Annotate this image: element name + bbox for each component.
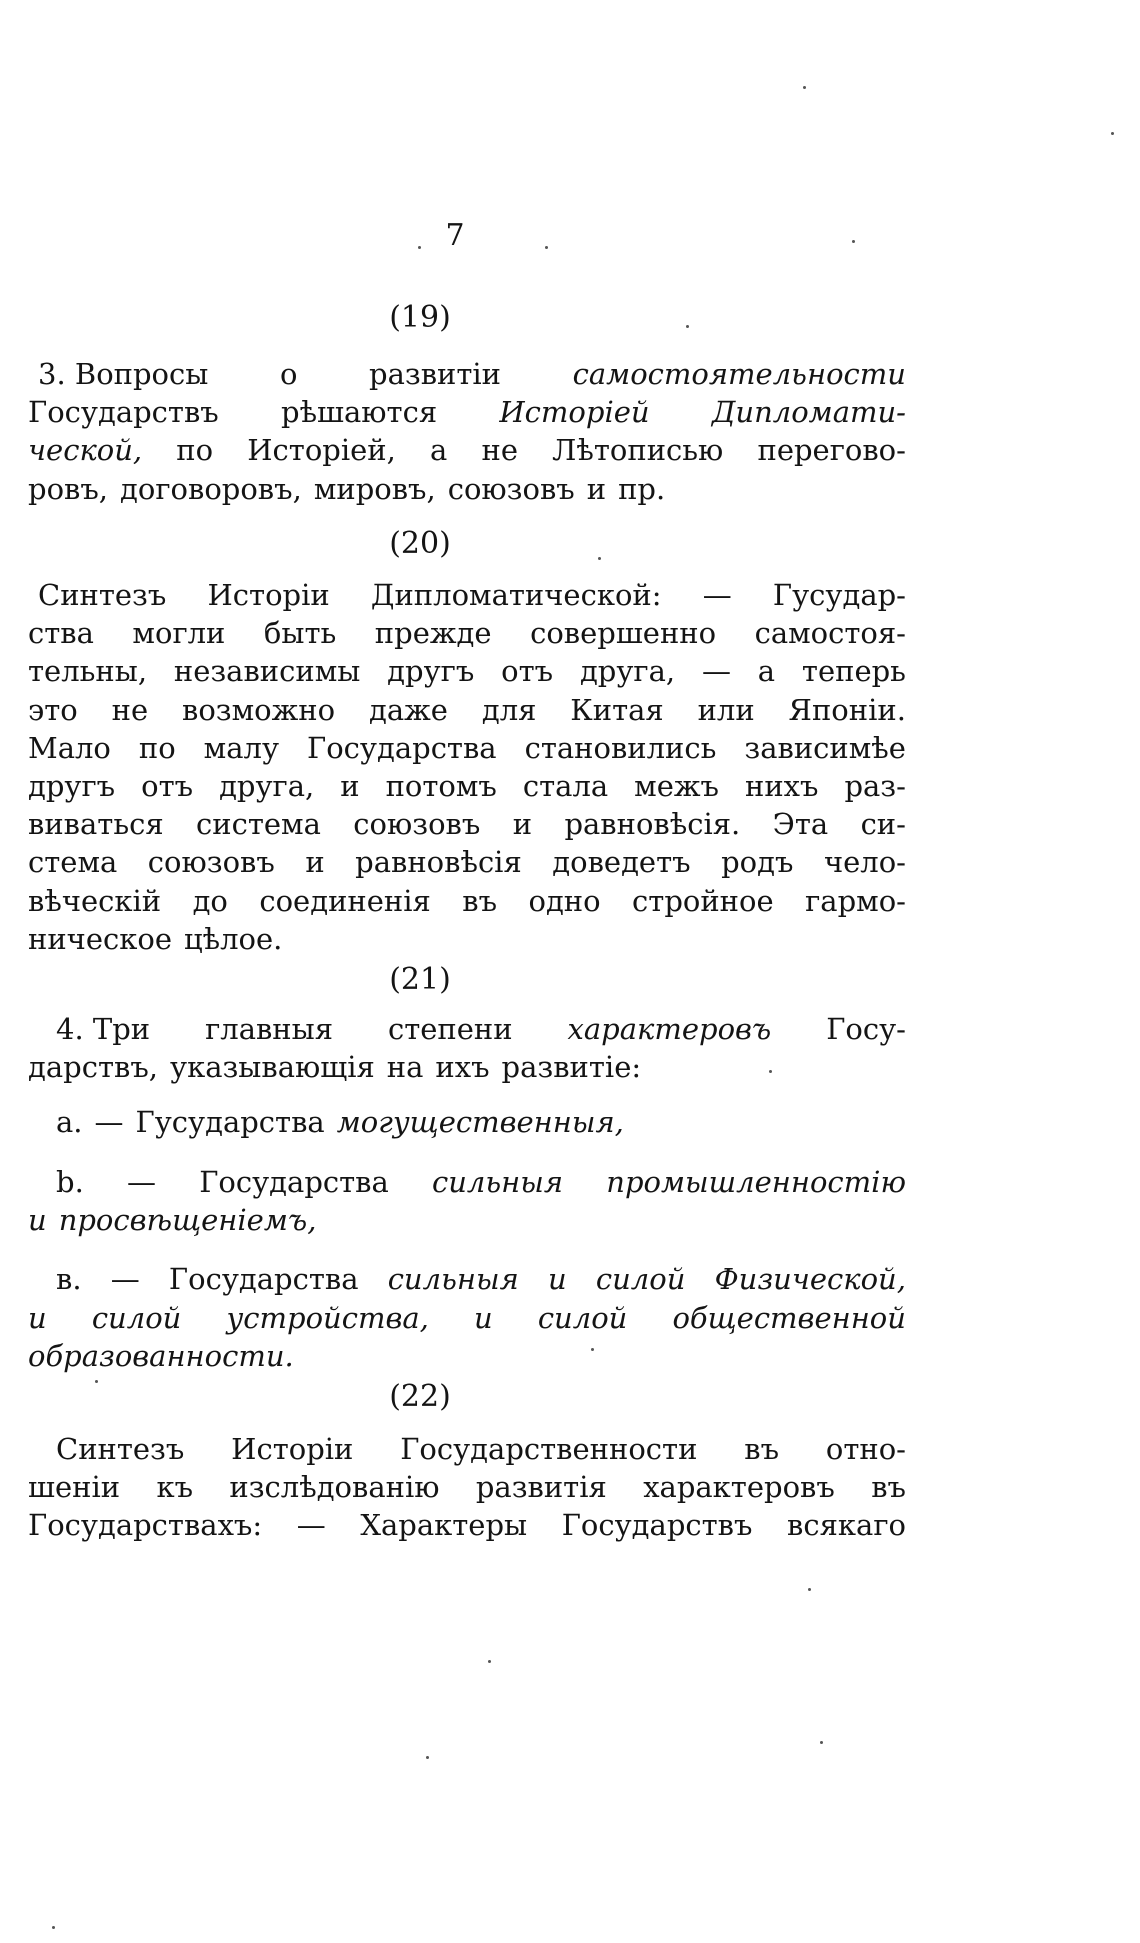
word: вѣческій [28,883,162,918]
word: равновѣсія [355,845,522,880]
section-number-19: (19) [389,300,451,335]
print-speck [52,1926,55,1929]
word: не [111,692,149,727]
word: тельны, [28,654,148,689]
word: ческой, [28,433,143,468]
word: къ [156,1470,194,1505]
text-line [28,1299,906,1337]
print-speck [418,246,421,249]
word: виваться [28,807,164,842]
word: Государствахъ: [28,1508,263,1543]
word: общественной [672,1301,906,1335]
page-number: 7 [445,218,465,253]
word: Государства [307,730,497,765]
word: доведетъ [552,845,691,880]
word: Государства [168,1262,359,1296]
word: перегово- [757,433,906,468]
text-line [28,1048,906,1086]
print-speck [820,1741,823,1744]
word: самостоя- [754,616,906,651]
word: в. [56,1262,82,1296]
word: это [28,692,78,727]
word: раз- [844,768,906,803]
word: а [757,654,776,689]
word: мировъ, [313,471,436,506]
text-line [28,1103,906,1141]
text-line [28,470,906,508]
word: цѣлое. [183,921,283,956]
word: указывающія [170,1050,375,1084]
word: прежде [374,616,492,651]
word: a. [56,1105,83,1139]
word: — [296,1508,326,1543]
word: на [386,1050,424,1084]
text-line [28,355,906,393]
text-line [28,431,906,469]
word: — [127,1165,156,1199]
word: по [138,730,176,765]
word: развитіе: [501,1050,642,1084]
word: быть [263,616,337,651]
word: Государственности [400,1432,698,1466]
word: — [702,578,732,612]
word: и [547,1262,567,1296]
word: просвѣщеніемъ, [58,1203,317,1237]
text-line [28,652,906,690]
word: 4. Три [56,1012,151,1046]
word: Китая [570,692,664,727]
text-line [28,1506,906,1544]
word: до [192,883,228,918]
word: Государства [199,1165,389,1199]
word: отъ [141,768,194,803]
section-22-text [28,1430,906,1545]
text-line [28,843,906,881]
word: или [697,692,755,727]
word: зависимѣе [744,730,906,765]
word: Эта [772,807,829,842]
word: самостоятельности [572,357,906,391]
text-line [28,691,906,729]
print-speck [686,325,689,328]
word: 3. Вопросы [38,357,209,391]
word: возможно [182,692,336,727]
word: чело- [823,845,906,880]
print-speck [769,1070,772,1073]
word: степени [387,1012,513,1046]
word: для [481,692,537,727]
word: Государствъ [561,1508,753,1543]
word: межъ [634,768,720,803]
word: и [586,471,607,506]
section-19-text [28,355,906,508]
word: Госу- [826,1012,906,1046]
word: Дипломатической: [370,578,662,612]
word: о [279,357,298,391]
word: союзовъ [353,807,481,842]
text-line [28,729,906,767]
word: образованности. [28,1339,294,1373]
text-line [28,1201,906,1239]
word: друга, [579,654,676,689]
word: ихъ [435,1050,490,1084]
word: Исторіи [231,1432,354,1466]
word: соединенія [259,883,431,918]
word: Мало [28,730,111,765]
word: всякаго [787,1508,906,1543]
word: и [474,1301,493,1335]
word: союзовъ [447,471,575,506]
word: не [481,433,518,468]
word: Гусударства [135,1105,325,1139]
word: отно- [825,1432,906,1466]
word: въ [462,883,498,918]
word: потомъ [385,768,497,803]
word: сильныя [387,1262,519,1296]
print-speck [591,1348,594,1351]
word: стройное [632,883,774,918]
print-speck [803,86,806,89]
word: малу [203,730,280,765]
section-number-22: (22) [389,1379,451,1414]
word: по [176,433,214,468]
text-line [28,1337,906,1375]
word: становились [524,730,717,765]
word: друга, [219,768,315,803]
text-line [28,576,906,614]
word: родъ [721,845,794,880]
word: система [196,807,321,842]
word: силой [91,1301,182,1335]
word: теперь [801,654,906,689]
word: договоровъ, [120,471,302,506]
word: Гусудар- [772,578,906,612]
section-20-text [28,576,906,958]
word: стала [522,768,609,803]
word: изслѣдованію [229,1470,440,1505]
word: промышленностію [606,1165,906,1199]
print-speck [488,1660,491,1663]
word: главныя [205,1012,334,1046]
word: и [28,1301,47,1335]
word: Исторіи [207,578,330,612]
word: — [701,654,731,689]
print-speck [808,1588,811,1591]
print-speck [545,246,548,249]
word: силой [537,1301,628,1335]
text-line [28,393,906,431]
word: ства [28,616,94,651]
print-speck [1111,132,1114,135]
word: Синтезъ [56,1432,185,1466]
print-speck [95,1380,98,1383]
word: — [110,1262,140,1296]
print-speck [426,1756,429,1759]
word: — [94,1105,124,1139]
word: стема [28,845,118,880]
text-line [28,1468,906,1506]
word: независимы [173,654,361,689]
section-number-20: (20) [389,526,451,561]
word: могущественныя, [336,1105,624,1139]
word: си- [860,807,906,842]
word: рѣшаются [281,395,438,430]
word: характеровъ [643,1470,835,1505]
text-line [28,1010,906,1048]
word: отъ [501,654,554,689]
text-line [28,767,906,805]
word: Исторіей, [247,433,396,468]
print-speck [598,557,601,560]
word: ровъ, [28,471,109,506]
word: даже [368,692,448,727]
word: развитія [475,1470,607,1505]
text-line [28,805,906,843]
word: и [512,807,533,842]
word: одно [528,883,601,918]
word: равновѣсія. [564,807,741,842]
word: ническое [28,921,172,956]
word: въ [744,1432,780,1466]
text-line [28,920,906,958]
word: устройства, [226,1301,429,1335]
word: союзовъ [147,845,275,880]
text-line [28,1260,906,1298]
word: развитіи [369,357,502,391]
word: Физической, [714,1262,906,1296]
word: другъ [387,654,475,689]
word: Японіи. [788,692,906,727]
word: Исторіей [499,395,650,430]
word: нихъ [745,768,819,803]
word: силой [595,1262,686,1296]
word: Лѣтописью [552,433,724,468]
word: Характеры [360,1508,528,1543]
text-line [28,1430,906,1468]
word: b. [56,1165,84,1199]
word: дарствъ, [28,1050,158,1084]
word: а [430,433,448,468]
word: характеровъ [567,1012,772,1046]
word: пр. [618,471,666,506]
text-line [28,882,906,920]
section-number-21: (21) [389,962,451,997]
word: и [28,1203,47,1237]
print-speck [852,240,855,243]
word: Синтезъ [38,578,167,612]
word: другъ [28,768,116,803]
word: гармо- [805,883,906,918]
word: въ [871,1470,906,1505]
text-line [28,1163,906,1201]
text-line [28,614,906,652]
word: и [340,768,360,803]
word: Дипломати- [711,395,906,430]
word: совершенно [530,616,717,651]
word: Государствъ [28,395,219,430]
word: сильныя [431,1165,564,1199]
word: шеніи [28,1470,121,1505]
word: могли [132,616,226,651]
word: и [305,845,325,880]
